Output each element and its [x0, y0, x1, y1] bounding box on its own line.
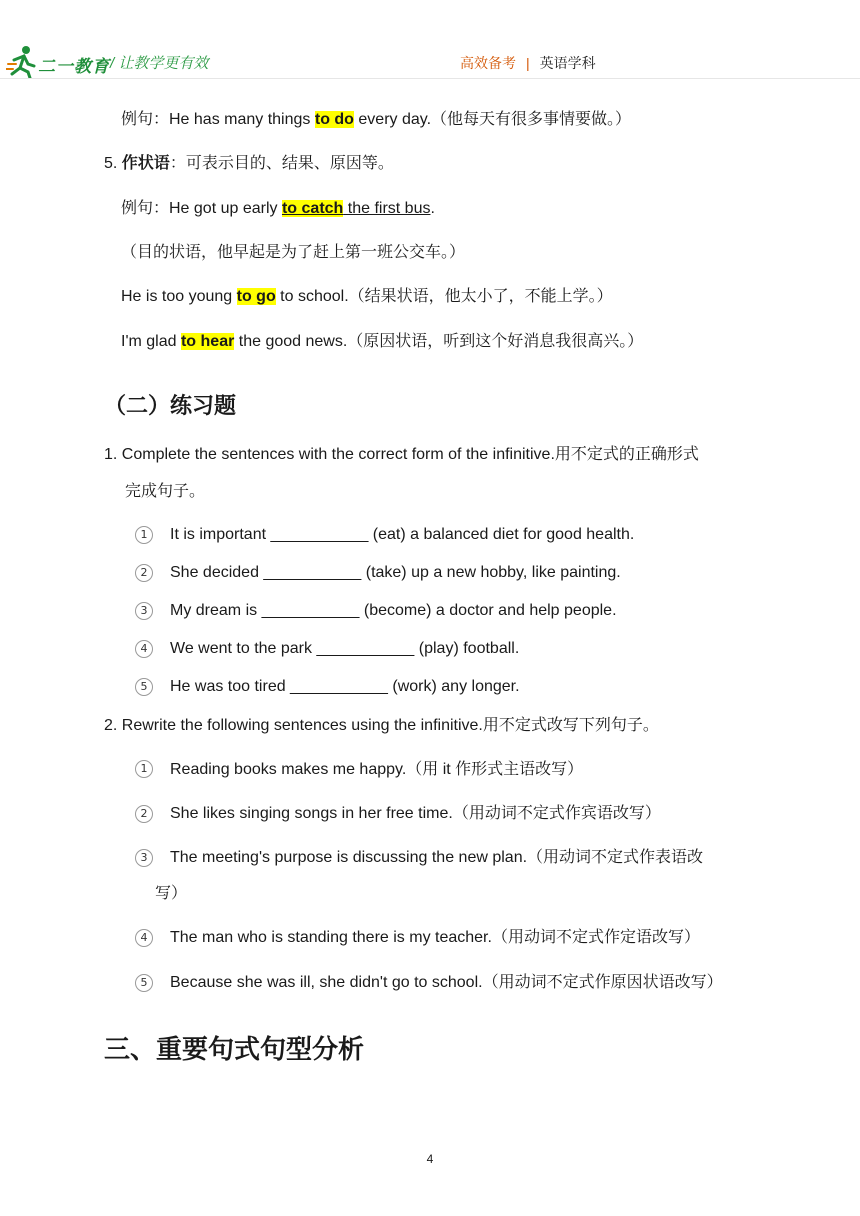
number-badge: 5 — [135, 678, 153, 696]
highlight-infinitive: to go — [236, 288, 276, 305]
item-5-heading — [104, 153, 394, 175]
highlight-infinitive: to hear — [180, 333, 235, 350]
header-exam-label: 高效备考 — [460, 55, 516, 71]
exercise-item: She decided ___________ (take) up a new hobby, like painting. — [170, 564, 621, 581]
underlined-text: the first bus — [343, 200, 431, 217]
example-text: I'm glad — [121, 333, 181, 350]
number-badge: 4 — [135, 640, 153, 658]
example-sentence-4 — [121, 331, 643, 353]
question-1-prompt: 1. Complete the sentences with the correct form of the infinitive.用不定式的正确形式 — [104, 446, 699, 463]
question-2-prompt: 2. Rewrite the following sentences using the infinitive.用不定式改写下列句子。 — [104, 717, 659, 734]
example-sentence-1 — [121, 109, 631, 131]
number-badge: 3 — [135, 602, 153, 620]
exercise-item: Because she was ill, she didn't go to school.（用动词不定式作原因状语改写） — [170, 974, 723, 991]
example-text: He is too young — [121, 288, 237, 305]
number-badge: 1 — [135, 760, 153, 778]
exercise-item: Reading books makes me happy.（用 it 作形式主语改写） — [170, 761, 584, 778]
header-subject — [460, 53, 596, 73]
item-description: ：可表示目的、结果、原因等。 — [169, 155, 394, 172]
exercise-item: It is important ___________ (eat) a balanced diet for good health. — [170, 526, 635, 543]
exercise-item: We went to the park ___________ (play) football. — [170, 640, 520, 657]
number-badge: 2 — [135, 564, 153, 582]
number-badge: 4 — [135, 929, 153, 947]
example-text: every day.（他每天有很多事情要做。） — [353, 111, 632, 128]
brand-name: 二一教育 — [38, 57, 110, 76]
page-number: 4 — [426, 1152, 434, 1166]
runner-logo-icon — [6, 44, 36, 78]
header-separator: | — [526, 55, 530, 71]
exercise-item: He was too tired ___________ (work) any longer. — [170, 678, 520, 695]
example-sentence-3 — [121, 286, 613, 308]
number-badge: 1 — [135, 526, 153, 544]
example-text: the good news.（原因状语，听到这个好消息我很高兴。） — [234, 333, 644, 350]
number-badge: 2 — [135, 805, 153, 823]
exercise-item: The meeting's purpose is discussing the new plan.（用动词不定式作表语改 — [170, 849, 704, 866]
exercise-item: She likes singing songs in her free time.（用动词不定式作宾语改写） — [170, 805, 661, 822]
example-translation-2: （目的状语，他早起是为了赶上第一班公交车。） — [121, 244, 466, 261]
example-text: 例句：He got up early — [121, 200, 282, 217]
header-subject-label: 英语学科 — [539, 55, 596, 71]
example-sentence-2 — [121, 198, 435, 220]
section-title-exercises: （二）练习题 — [104, 393, 237, 418]
example-text: to school.（结果状语，他太小了，不能上学。） — [275, 288, 613, 305]
exercise-item-cont: 写） — [155, 885, 188, 902]
section-title-sentence-analysis: 三、重要句式句型分析 — [104, 1034, 365, 1064]
item-title: 作状语 — [121, 155, 170, 172]
page-header — [0, 0, 860, 90]
example-text: . — [430, 200, 435, 217]
question-1-prompt-cont: 完成句子。 — [125, 483, 206, 500]
brand-slogan: / 让教学更有效 — [110, 55, 209, 72]
highlight-infinitive: to do — [314, 111, 354, 128]
number-badge: 5 — [135, 974, 153, 992]
highlight-infinitive: to catch — [281, 200, 344, 217]
header-divider — [0, 78, 860, 79]
number-badge: 3 — [135, 849, 153, 867]
exercise-item: My dream is ___________ (become) a doctor and help people. — [170, 602, 617, 619]
item-number: 5. — [104, 155, 122, 172]
example-text: 例句：He has many things — [121, 111, 315, 128]
exercise-item: The man who is standing there is my teacher.（用动词不定式作定语改写） — [170, 929, 700, 946]
